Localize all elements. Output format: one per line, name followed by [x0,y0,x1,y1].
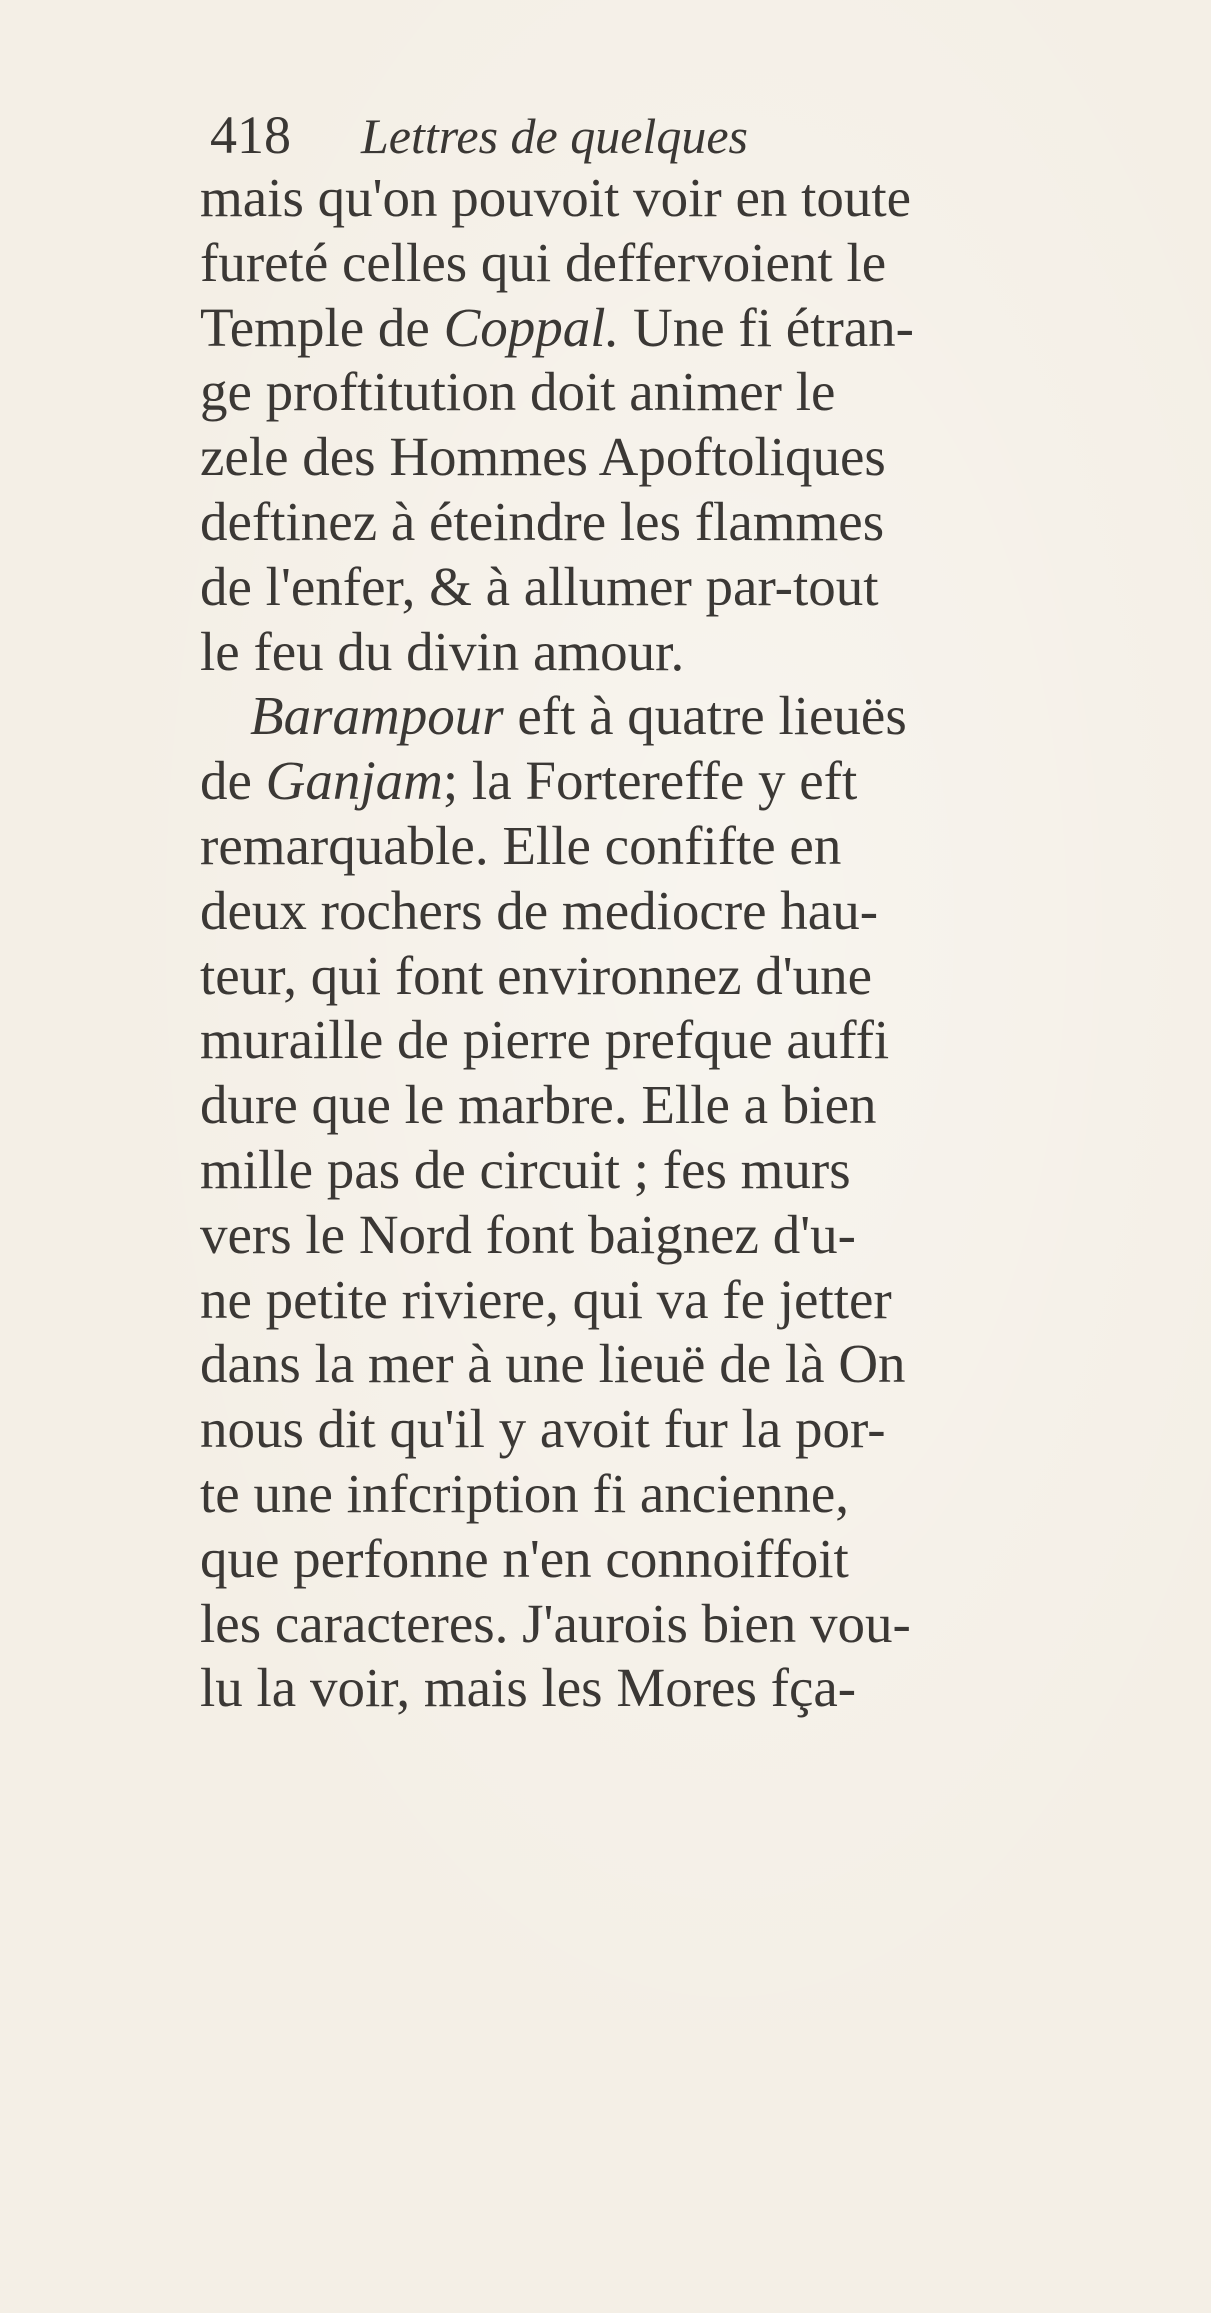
text-segment: te une infcription fi ancienne, [200,1462,850,1524]
text-segment: mais qu'on pouvoit voir en toute [200,167,912,228]
text-line [200,555,1180,620]
italic-text-segment: Ganjam [265,750,443,812]
text-segment: fureté celles qui deffervoient le [200,231,887,293]
text-segment: de [200,750,266,812]
text-segment: les caracteres. J'aurois bien vou- [200,1592,911,1654]
text-line [200,1073,1180,1138]
text-line [200,1268,1180,1333]
text-line [200,749,1180,814]
text-segment: le feu du divin amour. [200,620,685,682]
text-line [200,1462,1180,1527]
text-line [200,1203,1180,1268]
text-segment: deux rochers de mediocre hau- [200,879,879,941]
text-segment: ge proftitution doit animer le [200,361,836,423]
text-segment: ne petite riviere, qui va fe jetter [200,1268,892,1330]
page-number: 418 [210,105,291,165]
text-line [200,231,1180,296]
text-line [200,1656,1180,1721]
text-segment: zele des Hommes Apoftoliques [200,426,886,488]
text-segment: de l'enfer, & à allumer par-tout [200,555,879,617]
text-line [200,1397,1180,1462]
text-segment: vers le Nord font baignez d'u- [200,1203,856,1265]
text-line [200,1592,1180,1657]
text-segment: deftinez à éteindre les flammes [200,490,885,552]
text-line [200,166,1180,231]
text-segment: lu la voir, mais les Mores fça- [200,1657,857,1719]
text-segment: muraille de pierre prefque auffi [200,1009,890,1071]
text-segment: teur, qui font environnez d'une [200,944,873,1006]
text-line [200,296,1180,361]
text-line [200,425,1180,490]
text-segment: Une fi étran- [619,296,914,358]
text-line [200,1138,1180,1203]
text-line [200,620,1180,685]
text-segment: Temple de [200,296,444,358]
text-line [200,944,1180,1009]
text-segment: nous dit qu'il y avoit fur la por- [200,1398,886,1460]
text-segment: mille pas de circuit ; fes murs [200,1138,851,1200]
text-segment: remarquable. Elle confifte en [200,814,842,876]
text-segment: que perfonne n'en connoiffoit [200,1527,849,1589]
text-segment: dans la mer à une lieuë de là On [200,1333,906,1395]
text-segment: eft à quatre lieuës [503,685,907,747]
text-line [200,360,1180,425]
running-head: Lettres de quelques [361,108,748,164]
text-segment: ; la Fortereffe y eft [442,750,858,812]
text-line [200,1332,1180,1397]
text-segment: dure que le marbre. Elle a bien [200,1074,877,1136]
text-line [200,684,1180,749]
italic-text-segment: Coppal. [443,296,620,358]
text-line [200,814,1180,879]
body-text [200,166,1180,1721]
text-line [200,879,1180,944]
text-line [200,490,1180,555]
text-line [200,1008,1180,1073]
italic-text-segment: Barampour [250,685,504,747]
page-header [210,104,748,164]
text-line [200,1527,1180,1592]
